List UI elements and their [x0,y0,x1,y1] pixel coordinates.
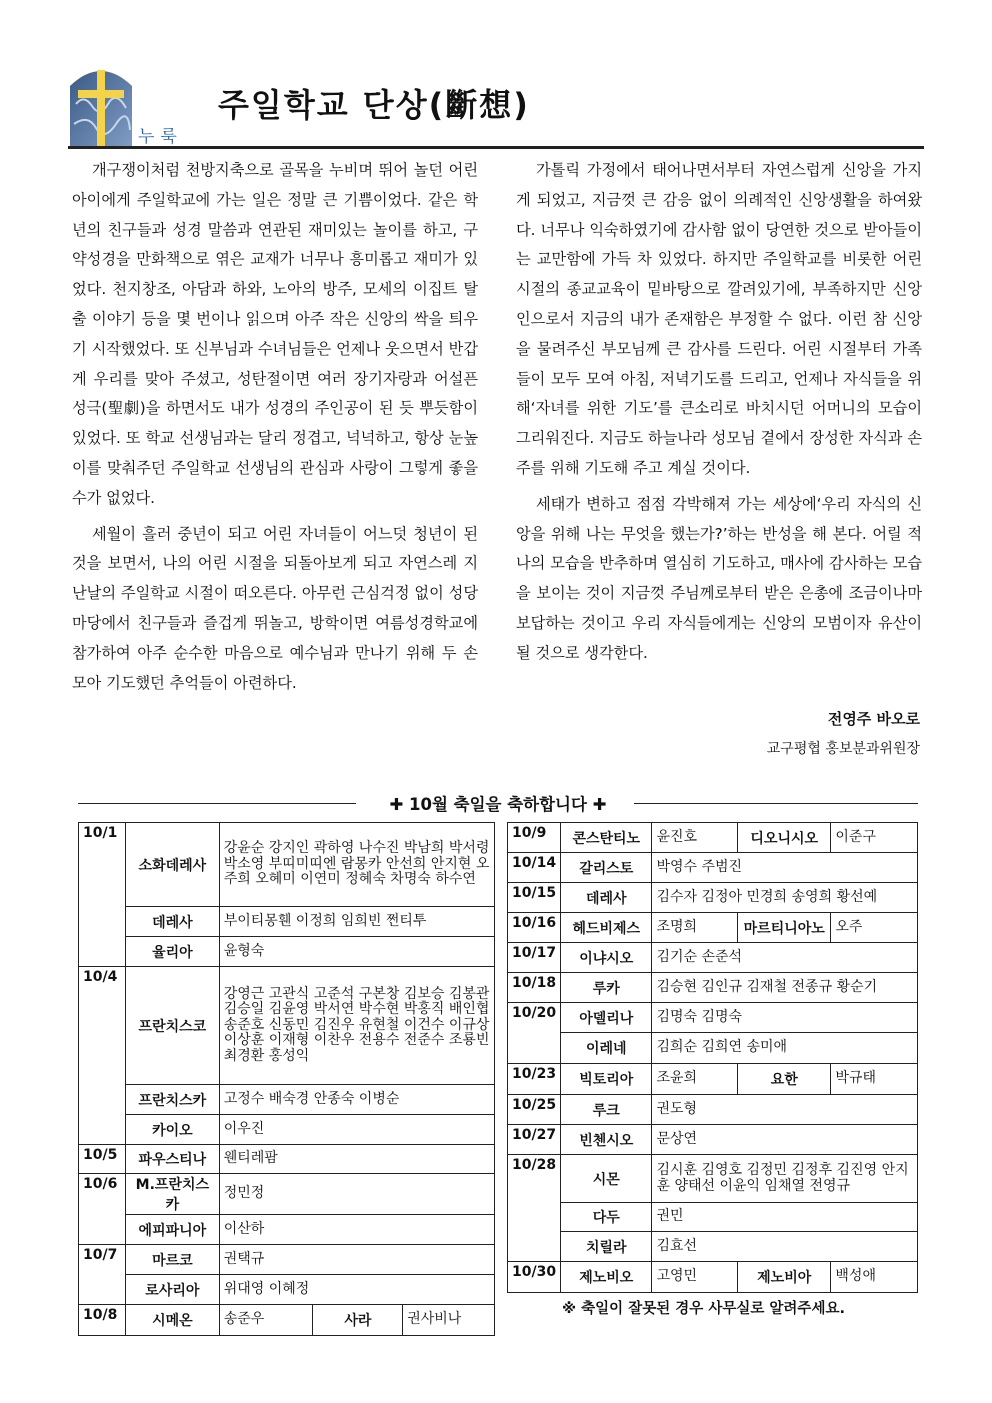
member-names: 김희순 김희연 송미애 [652,1033,918,1064]
table-row [508,1095,918,1125]
feast-date: 10/25 [508,1095,561,1125]
saint-name: 아델리나 [561,1003,652,1033]
member-names: 김승현 김인규 김재철 전종규 황순기 [652,973,918,1003]
feast-date: 10/16 [508,913,561,943]
member-names: 부이티몽휀 이정희 임희빈 쩐티투 [219,907,494,937]
article-right-column [516,156,922,675]
feast-date: 10/7 [79,1245,126,1305]
feast-date: 10/4 [79,967,126,1145]
saint-name: 에피파니아 [125,1215,219,1245]
table-row [79,1215,495,1245]
logo-caption: 누룩 [138,127,183,147]
member-names-2: 권사비나 [403,1305,495,1336]
table-row [79,1275,495,1305]
cross-logo-icon [70,64,132,146]
member-names: 조윤희 [652,1064,738,1095]
feast-date: 10/14 [508,853,561,883]
saint-name: 콘스탄티노 [561,823,652,853]
saint-name: 갈리스토 [561,853,652,883]
table-row [508,1155,918,1203]
member-names: 이산하 [219,1215,494,1245]
table-row [79,907,495,937]
member-names: 권도형 [652,1095,918,1125]
saint-name: 소화데레사 [125,823,219,907]
saint-name: 루카 [561,973,652,1003]
saint-name: 다두 [561,1203,652,1232]
table-row [508,853,918,883]
member-names: 권택규 [219,1245,494,1275]
member-names: 권민 [652,1203,918,1232]
saint-name: 프란치스코 [125,967,219,1085]
table-row [508,823,918,853]
saint-name: 프란치스카 [125,1085,219,1115]
feast-date: 10/17 [508,943,561,973]
saint-name: 루크 [561,1095,652,1125]
feast-heading-text: ✚ 10월 축일을 축하합니다 ✚ [389,795,607,814]
feast-date: 10/23 [508,1064,561,1095]
saint-name: 이레네 [561,1033,652,1064]
table-row [79,823,495,907]
article-paragraph: 개구쟁이처럼 천방지축으로 골목을 누비며 뛰어 놀던 어린아이에게 주일학교에 가는 일은 정말 큰 기쁨이었다. 같은 학년의 친구들과 성경 말씀과 연관된 재미있는 놀이를 하고, 구약성경을 만화책으로 엮은 교재가 너무나 흥미롭고 재미가 있었다. 천지창조, 아담과 하와, 노아의 방주, 모세의 이집트 탈출 이야기 등을 몇 번이나 읽으며 아주 작은 신앙의 싹을 틔우기 시작했었다. 또 신부님과 수녀님들은 언제나 웃으면서 반갑게 우리를 맞아 주셨고, 성탄절이면 여러 장기자랑과 어설픈 성극(聖劇)을 하면서도 내가 성경의 주인공이 된 듯 뿌듯함이 있었다. 또 학교 선생님과는 달리 정겹고, 넉넉하고, 항상 눈높이를 맞춰주던 주일학교 선생님의 관심과 사랑이 그렇게 좋을 수가 없었다. [72,161,478,507]
page-title: 주일학교 단상(斷想) [218,86,530,124]
saint-name: 로사리아 [125,1275,219,1305]
article-paragraph: 세월이 흘러 중년이 되고 어린 자녀들이 어느덧 청년이 된 것을 보면서, 나의 어린 시절을 되돌아보게 되고 자연스레 지난날의 주일학교 시절이 떠오른다. 아무런 근심걱정 없이 성당 마당에서 친구들과 즐겁게 뛰놀고, 방학이면 여름성경학교에 참가하여 아주 순수한 마음으로 예수님과 만나기 위해 두 손 모아 기도했던 추억들이 아련하다. [72,524,478,692]
saint-name: 데레사 [561,883,652,913]
member-names: 고영민 [652,1262,738,1293]
member-names: 위대영 이혜정 [219,1275,494,1305]
member-names: 웬티레팜 [219,1145,494,1174]
member-names-2: 박규태 [831,1064,918,1095]
saint-name-2: 마르티니아노 [738,913,831,943]
saint-name: M.프란치스카 [125,1174,219,1215]
saint-name: 데레사 [125,907,219,937]
article-paragraph: 세태가 변하고 점점 각박해져 가는 세상에‘우리 자식의 신앙을 위해 나는 무엇을 했는가?’하는 반성을 해 본다. 어릴 적 나의 모습을 반추하며 열심히 기도하고, 매사에 감사하는 모습을 보이는 것이 지금껏 주님께로부터 받은 은총에 조금이나마 보답하는 것이고 우리 자식들에게는 신앙의 모범이자 유산이 될 것으로 생각한다. [516,494,922,662]
table-row [79,1085,495,1115]
author-name: 전영주 바오로 [827,710,920,728]
article-paragraph: 가톨릭 가정에서 태어나면서부터 자연스럽게 신앙을 가지게 되었고, 지금껏 큰 감응 없이 의례적인 신앙생활을 하여왔다. 너무나 익숙하였기에 감사함 없이 당연한 것으로 받아들이는 교만함에 가득 차 있었다. 하지만 주일학교를 비롯한 어린 시절의 종교교육이 밑바탕으로 깔려있기에, 부족하지만 신앙인으로서 지금의 내가 존재함은 부정할 수 없다. 이런 참 신앙을 물려주신 부모님께 큰 감사를 드린다. 어린 시절부터 가족들이 모두 모여 아침, 저녁기도를 드리고, 언제나 자식들을 위해‘자녀를 위한 기도’를 큰소리로 바치시던 어머니의 모습이 그리워진다. 지금도 하늘나라 성모님 곁에서 장성한 자식과 손주를 위해 기도해 주고 계실 것이다. [516,161,922,477]
table-row [508,883,918,913]
feast-date: 10/18 [508,973,561,1003]
member-names: 고정수 배숙경 안종숙 이병순 [219,1085,494,1115]
saint-name: 이냐시오 [561,943,652,973]
feast-table-right [507,822,918,1293]
saint-name: 시몬 [561,1155,652,1203]
member-names: 정민정 [219,1174,494,1215]
table-row [79,1245,495,1275]
table-row [508,1203,918,1232]
member-names: 김수자 김정아 민경희 송영희 황선예 [652,883,918,913]
saint-name: 제노비오 [561,1262,652,1293]
saint-name-2: 요한 [738,1064,831,1095]
member-names: 조명희 [652,913,738,943]
member-names: 강윤순 강지인 곽하영 나수진 박남희 박서령 박소영 부띠미띠엔 람몽카 안선희 안지현 오주희 오혜미 이연미 정혜숙 차명숙 하수연 [219,823,494,907]
table-row [79,1145,495,1174]
saint-name: 마르코 [125,1245,219,1275]
member-names: 문상연 [652,1125,918,1155]
table-row [508,913,918,943]
member-names: 강영근 고관식 고준석 구본창 김보승 김봉관 김승일 김윤영 박서연 박수현 박홍직 배인협 송준호 신동민 김진우 유현철 이건수 이규상 이상훈 이재형 이찬우 전용수 전준수 조룡빈 최경환 홍성익 [219,967,494,1085]
member-names: 김시훈 김영호 김정민 김정후 김진영 안지훈 양태선 이윤익 임채열 전영규 [652,1155,918,1203]
feast-date: 10/30 [508,1262,561,1293]
saint-name: 빈첸시오 [561,1125,652,1155]
saint-name: 시메온 [125,1305,219,1336]
table-row [508,943,918,973]
member-names: 윤진호 [652,823,738,853]
feast-date: 10/8 [79,1305,126,1336]
table-row [79,967,495,1085]
member-names: 송준우 [219,1305,313,1336]
member-names-2: 이준구 [831,823,918,853]
saint-name-2: 디오니시오 [738,823,831,853]
table-row [508,1262,918,1293]
member-names: 김명숙 김명숙 [652,1003,918,1033]
table-row [79,1115,495,1145]
saint-name: 헤드비제스 [561,913,652,943]
member-names-2: 오주 [831,913,918,943]
saint-name: 율리아 [125,937,219,967]
saint-name: 카이오 [125,1115,219,1145]
feast-date: 10/27 [508,1125,561,1155]
member-names: 김기순 손준석 [652,943,918,973]
member-names: 이우진 [219,1115,494,1145]
feast-date: 10/20 [508,1003,561,1064]
table-row [508,1064,918,1095]
feast-heading [78,790,918,816]
saint-name: 파우스티나 [125,1145,219,1174]
table-row [79,937,495,967]
article-left-column [72,156,478,704]
feast-date: 10/1 [79,823,126,967]
feast-date: 10/15 [508,883,561,913]
header-divider [68,146,924,149]
table-row [508,1125,918,1155]
member-names: 김효선 [652,1232,918,1262]
feast-date: 10/5 [79,1145,126,1174]
saint-name: 치릴라 [561,1232,652,1262]
table-row [508,1033,918,1064]
saint-name-2: 제노비아 [738,1262,831,1293]
table-row [79,1305,495,1336]
feast-table-left [78,822,495,1336]
table-row [508,973,918,1003]
correction-note: ※ 축일이 잘못된 경우 사무실로 알려주세요. [562,1301,845,1317]
feast-date: 10/9 [508,823,561,853]
feast-date: 10/28 [508,1155,561,1262]
table-row [508,1232,918,1262]
table-row [508,1003,918,1033]
saint-name-2: 사라 [313,1305,403,1336]
author-role: 교구평협 홍보분과위원장 [766,741,920,757]
feast-date: 10/6 [79,1174,126,1245]
table-row [79,1174,495,1215]
saint-name: 빅토리아 [561,1064,652,1095]
member-names-2: 백성애 [831,1262,918,1293]
member-names: 윤형숙 [219,937,494,967]
member-names: 박영수 주범진 [652,853,918,883]
